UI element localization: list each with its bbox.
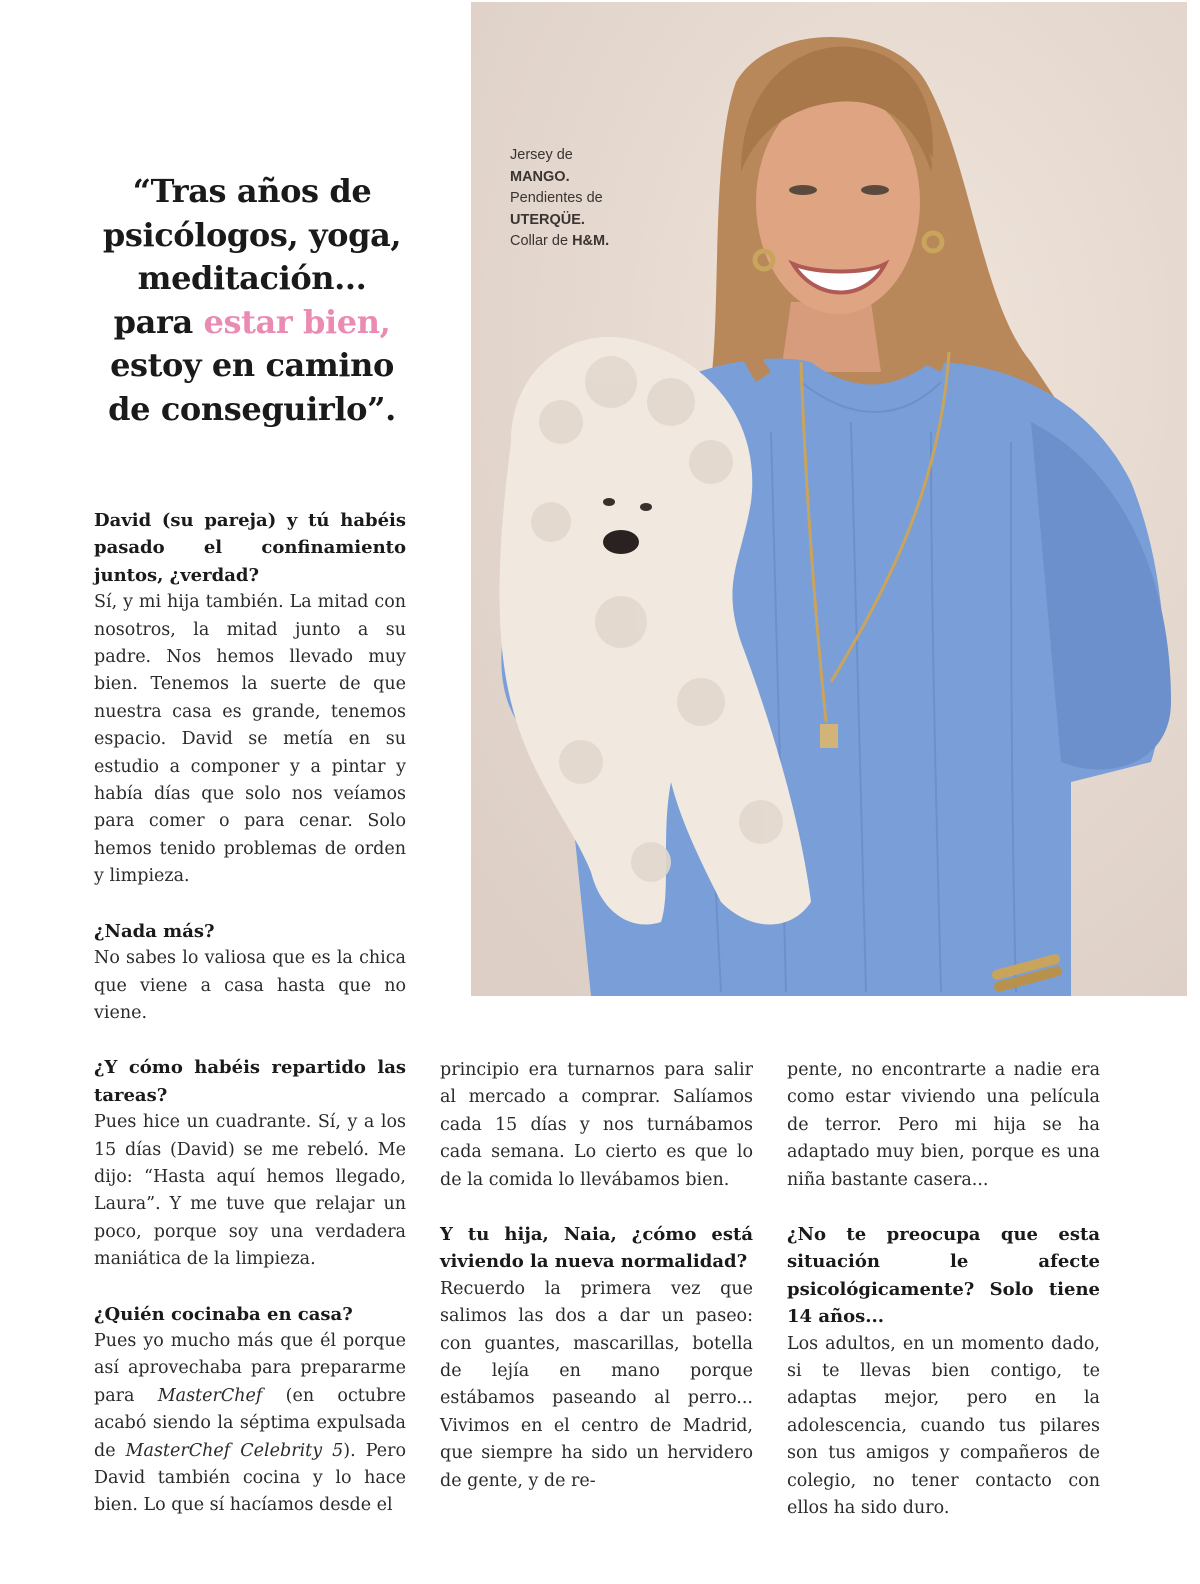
interview-answer: Sí, y mi hija también. La mitad con nosotros, la mitad junto a su padre. Nos hemos llevado muy bien. Tenemos la suerte de que nuestra casa es grande, tenemos espacio. David se metía en su estudio a componer y a pintar y había días que solo nos veíamos para comer o para cenar. Solo hemos tenido problemas de orden y limpieza. bbox=[94, 592, 406, 887]
interview-answer: Los adultos, en un momento dado, si te llevas bien contigo, te adaptas mejor, pero en la adolescencia, cuando tus pilares son tus amigos y compañeros de colegio, no tener contacto con ellos ha sido duro. bbox=[787, 1333, 1100, 1519]
pull-quote-line: meditación... bbox=[137, 259, 367, 297]
interview-question: ¿Quién cocinaba en casa? bbox=[94, 1303, 353, 1325]
interview-answer: Recuerdo la primera vez que salimos las dos a dar un paseo: con guantes, mascarillas, botella de lejía en mano porque estábamos paseando al perro... Vivimos en el centro de Madrid, que siempre ha sido un hervidero de gente, y de re- bbox=[440, 1278, 753, 1491]
interview-answer: No sabes lo valiosa que es la chica que viene a casa hasta que no viene. bbox=[94, 948, 406, 1023]
pull-quote-line: psicólogos, yoga, bbox=[102, 215, 402, 254]
interview-answer: Pues hice un cuadrante. Sí, y a los 15 días (David) se me rebeló. Me dijo: “Hasta aquí hemos llegado, Laura”. Y me tuve que relajar un poco, porque soy una verdadera maniática de la limpieza. bbox=[94, 1112, 406, 1270]
pull-quote-line: para estar bien, bbox=[113, 302, 391, 341]
article-column-3 bbox=[787, 1057, 1100, 1523]
interview-question: ¿Y cómo habéis repartido las tareas? bbox=[94, 1057, 406, 1106]
interview-answer: Pues yo mucho más que él porque así aprovechaba para prepararme para MasterChef (en octubre acabó siendo la séptima expulsada de MasterChef Celebrity 5). Pero David también cocina y lo hace bien. Lo que sí hacíamos desde el bbox=[94, 1330, 407, 1516]
credit-brand: UTERQÜE. bbox=[510, 211, 585, 228]
interview-question: David (su pareja) y tú habéis pasado el confinamiento juntos, ¿verdad? bbox=[94, 510, 406, 586]
interview-question: ¿Nada más? bbox=[94, 920, 215, 942]
credit-line: Jersey de bbox=[510, 147, 573, 163]
pull-quote-line: de conseguirlo”. bbox=[108, 389, 396, 428]
pull-quote-highlight: estar bien, bbox=[203, 302, 391, 341]
pull-quote-line: “Tras años de bbox=[132, 172, 372, 210]
interview-question: ¿No te preocupa que esta situación le afecte psicológicamente? Solo tiene 14 años... bbox=[787, 1224, 1100, 1328]
interview-answer: pente, no encontrarte a nadie era como estar viviendo una película de terror. Pero mi hija se ha adaptado muy bien, porque es una niña bastante casera... bbox=[787, 1060, 1100, 1190]
interview-question: Y tu hija, Naia, ¿cómo está viviendo la nueva normalidad? bbox=[440, 1224, 753, 1273]
credit-brand: MANGO. bbox=[510, 168, 570, 185]
cover-photo bbox=[471, 2, 1187, 996]
credit-line: Collar de H&M. bbox=[510, 233, 610, 249]
pull-quote bbox=[92, 170, 412, 431]
pull-quote-line: estoy en camino bbox=[110, 346, 394, 384]
credit-line: Pendientes de bbox=[510, 190, 603, 206]
photo-credits bbox=[510, 145, 609, 253]
interview-answer: principio era turnarnos para salir al mercado a comprar. Salíamos cada 15 días y nos turnábamos cada semana. Lo cierto es que lo de la comida lo llevábamos bien. bbox=[440, 1060, 753, 1190]
article-column-2 bbox=[440, 1057, 753, 1495]
article-column-1 bbox=[94, 507, 406, 1520]
